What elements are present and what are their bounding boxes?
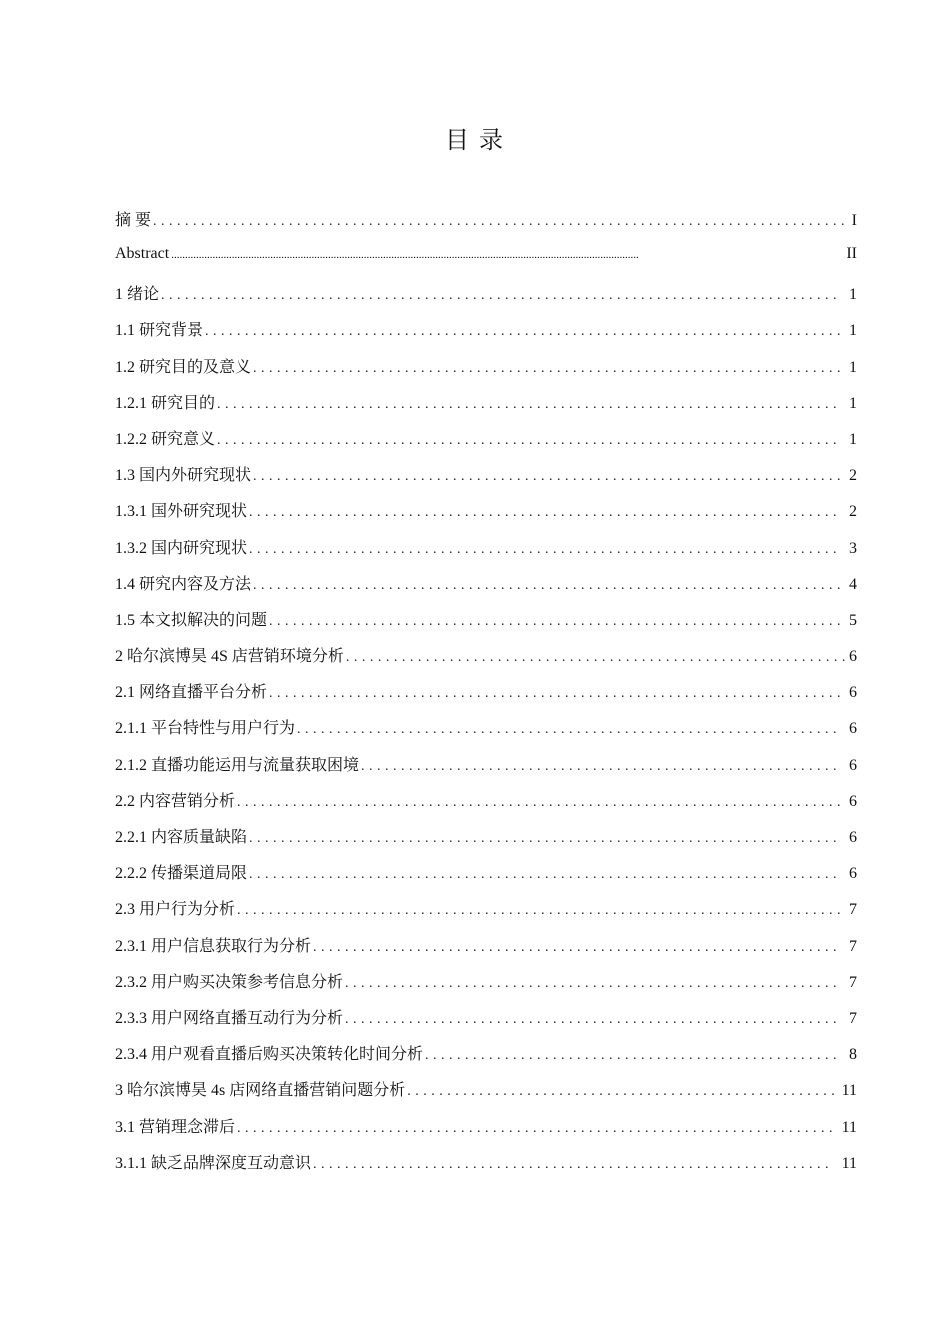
toc-entry[interactable]: [115, 933, 860, 969]
toc-page-number: 7: [849, 901, 857, 919]
toc-page-number: 8: [849, 1046, 857, 1064]
toc-page-number: 6: [849, 720, 857, 738]
toc-entry[interactable]: [115, 643, 860, 679]
toc-entry[interactable]: [115, 1150, 860, 1186]
toc-leader-dots: [249, 542, 841, 558]
toc-page-number: 2: [849, 503, 857, 521]
toc-entry[interactable]: [115, 679, 860, 715]
toc-entry-label: 1.2.2 研究意义: [115, 430, 216, 448]
toc-entry-label: 2.1.1 平台特性与用户行为: [115, 720, 296, 738]
toc-entry[interactable]: [115, 1041, 860, 1077]
toc-page-number: 6: [849, 756, 857, 774]
toc-page-number: 11: [841, 1118, 857, 1136]
toc-leader-dots: [407, 1084, 833, 1100]
toc-page-number: 11: [841, 1154, 857, 1172]
toc-entry-label: Abstract: [115, 245, 170, 262]
toc-page-number: 6: [849, 865, 857, 883]
toc-leader-dots: [253, 361, 841, 377]
toc-entry[interactable]: [115, 571, 860, 607]
toc-page-number: I: [851, 212, 857, 229]
toc-entry-label: 摘 要: [115, 212, 152, 229]
toc-entry[interactable]: [115, 788, 860, 824]
toc-entry[interactable]: [115, 426, 860, 462]
toc-page-number: 1: [849, 394, 857, 412]
toc-page-number: 7: [849, 1009, 857, 1027]
toc-page-number: 6: [849, 829, 857, 846]
toc-entry-label: 1.3.1 国外研究现状: [115, 503, 248, 521]
toc-entry-label: 2.2.2 传播渠道局限: [115, 865, 248, 883]
toc-leader-dots: [171, 249, 844, 261]
toc-page-number: 1: [849, 430, 857, 448]
toc-leader-dots: [346, 650, 849, 666]
toc-entry-label: 1 绪论: [115, 286, 160, 304]
toc-entry[interactable]: [115, 535, 860, 571]
toc-entry-label: 1.3.2 国内研究现状: [115, 539, 248, 557]
toc-entry-label: 2 哈尔滨博昊 4S 店营销环境分析: [115, 648, 344, 666]
toc-entry-label: 1.3 国内外研究现状: [115, 467, 252, 485]
toc-page-number: 1: [849, 286, 857, 304]
toc-leader-dots: [237, 1121, 834, 1137]
toc-entry[interactable]: [115, 207, 860, 245]
toc-leader-dots: [425, 1048, 841, 1064]
toc-leader-dots: [237, 795, 841, 811]
toc-entry[interactable]: [115, 462, 860, 498]
toc-entry-label: 2.2 内容营销分析: [115, 792, 236, 810]
toc-leader-dots: [205, 324, 841, 340]
toc-leader-dots: [249, 505, 841, 521]
toc-leader-dots: [345, 976, 841, 992]
toc-leader-dots: [217, 433, 841, 449]
toc-page-number: 6: [849, 792, 857, 810]
toc-page-number: 4: [849, 575, 857, 593]
toc-entry[interactable]: [115, 752, 860, 788]
toc-entry-label: 1.5 本文拟解决的问题: [115, 611, 268, 629]
toc-entry[interactable]: [115, 969, 860, 1005]
toc-entry-label: 2.3.4 用户观看直播后购买决策转化时间分析: [115, 1046, 424, 1064]
toc-page-number: 1: [849, 358, 857, 376]
toc-entry[interactable]: [115, 281, 860, 317]
toc-entry-label: 3 哈尔滨博昊 4s 店网络直播营销问题分析: [115, 1082, 406, 1100]
toc-entry[interactable]: [115, 1005, 860, 1041]
toc-leader-dots: [249, 831, 841, 847]
toc-entry[interactable]: [115, 896, 860, 932]
toc-entry[interactable]: [115, 715, 860, 751]
toc-entry-label: 3.1 营销理念滞后: [115, 1118, 236, 1136]
page-title: 目 录: [445, 128, 505, 154]
toc-leader-dots: [153, 214, 849, 230]
toc-entry[interactable]: [115, 354, 860, 390]
toc-page-number: 3: [849, 539, 857, 557]
toc-page-number: 1: [849, 322, 857, 340]
toc-leader-dots: [237, 903, 841, 919]
toc-leader-dots: [217, 397, 841, 413]
toc-entry[interactable]: [115, 498, 860, 534]
toc-leader-dots: [345, 1012, 841, 1028]
toc-page-number: 2: [849, 467, 857, 485]
toc-entry[interactable]: [115, 317, 860, 353]
toc-leader-dots: [361, 759, 841, 775]
toc-page-number: 7: [849, 937, 857, 955]
toc-entry[interactable]: [115, 860, 860, 896]
toc-entry-label: 2.2.1 内容质量缺陷: [115, 829, 248, 846]
toc-leader-dots: [269, 614, 841, 630]
toc-entry-label: 2.3.1 用户信息获取行为分析: [115, 937, 312, 955]
toc-entry-label: 1.1 研究背景: [115, 322, 204, 340]
toc-entry-label: 3.1.1 缺乏品牌深度互动意识: [115, 1154, 312, 1172]
toc-page-number: 5: [849, 611, 857, 629]
toc-entry-label: 2.1 网络直播平台分析: [115, 684, 268, 702]
toc-page-number: 11: [841, 1082, 857, 1100]
toc-page-number: 7: [849, 973, 857, 991]
toc-entry-label: 2.1.2 直播功能运用与流量获取困境: [115, 756, 360, 774]
toc-leader-dots: [313, 1157, 834, 1173]
toc-page-number: 6: [849, 648, 857, 666]
toc-leader-dots: [253, 578, 841, 594]
toc-entry[interactable]: [115, 390, 860, 426]
toc-leader-dots: [313, 940, 841, 956]
toc-entry-label: 2.3.3 用户网络直播互动行为分析: [115, 1009, 344, 1027]
toc-entry[interactable]: [115, 245, 860, 281]
table-of-contents: [115, 207, 860, 1186]
toc-leader-dots: [253, 469, 841, 485]
toc-entry-label: 2.3.2 用户购买决策参考信息分析: [115, 973, 344, 991]
toc-entry-label: 1.4 研究内容及方法: [115, 575, 252, 593]
toc-leader-dots: [297, 722, 841, 738]
toc-entry[interactable]: [115, 1077, 860, 1113]
toc-entry-label: 1.2 研究目的及意义: [115, 358, 252, 376]
toc-page-number: 6: [849, 684, 857, 702]
toc-page-number: II: [846, 245, 857, 262]
toc-entry-label: 1.2.1 研究目的: [115, 394, 216, 412]
toc-leader-dots: [269, 686, 841, 702]
toc-leader-dots: [249, 867, 841, 883]
toc-entry-label: 2.3 用户行为分析: [115, 901, 236, 919]
toc-entry[interactable]: [115, 824, 860, 860]
toc-leader-dots: [161, 288, 841, 304]
toc-entry[interactable]: [115, 1114, 860, 1150]
toc-entry[interactable]: [115, 607, 860, 643]
